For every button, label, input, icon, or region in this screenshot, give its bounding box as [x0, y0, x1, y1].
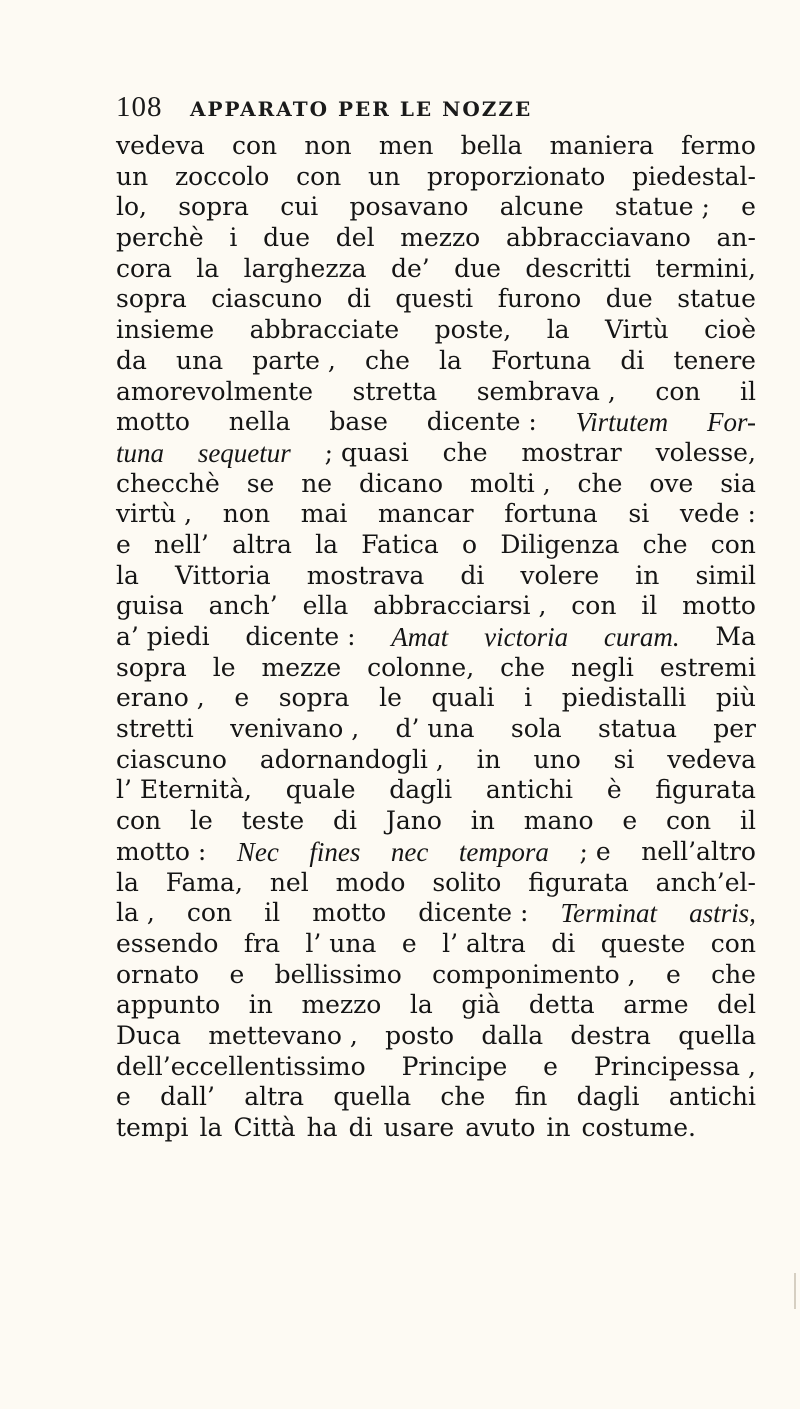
word: il — [264, 898, 281, 928]
word: sopra — [278, 683, 350, 713]
word: cui — [280, 192, 319, 222]
word: ; quasi — [324, 437, 409, 467]
word: abbracciate — [249, 315, 400, 345]
word: con — [296, 161, 342, 191]
word: questi — [395, 284, 474, 314]
word: cora — [116, 253, 172, 283]
text-line — [116, 714, 756, 745]
word: lo, — [116, 192, 147, 222]
word: motto — [116, 407, 190, 437]
word: la — [315, 529, 339, 559]
text-line — [116, 346, 756, 377]
word: zoccolo — [174, 161, 270, 191]
word: fra — [243, 928, 280, 958]
word: due — [263, 223, 311, 253]
word: statue — [677, 284, 756, 314]
word: il — [739, 806, 756, 836]
word: mostrava — [306, 560, 425, 590]
word: l’ altra — [442, 928, 526, 958]
word: un — [116, 161, 149, 191]
word: ; e — [579, 836, 611, 866]
word: Città — [233, 1113, 296, 1142]
word: molti , — [469, 468, 551, 498]
word: le — [190, 806, 213, 836]
word: quella — [678, 1020, 756, 1050]
word: checchè — [116, 468, 220, 498]
word: altra — [232, 529, 292, 559]
word: volesse, — [655, 437, 756, 467]
word: l’ una — [305, 928, 377, 958]
text-line — [116, 1052, 756, 1083]
word: antichi — [485, 775, 574, 805]
word: arme — [623, 990, 689, 1020]
word: guisa — [116, 591, 184, 621]
text-line — [116, 377, 756, 408]
word: e — [543, 1051, 558, 1081]
word: dalla — [481, 1020, 544, 1050]
page-header — [116, 91, 756, 131]
word: a’ piedi — [116, 622, 210, 651]
word: le — [212, 652, 236, 682]
word: bella — [460, 131, 523, 160]
word: la , — [116, 898, 155, 928]
word: ove — [649, 468, 694, 498]
word: nell’ — [154, 529, 209, 559]
word: Vittoria — [175, 560, 271, 590]
word: di — [551, 928, 576, 958]
word: statue ; — [614, 192, 710, 222]
word: Diligenza — [500, 529, 620, 559]
word: maniera — [549, 131, 654, 160]
word: estremi — [659, 652, 756, 682]
italic-word: tempora — [458, 836, 549, 867]
word: d’ una — [395, 714, 475, 744]
word: per — [713, 714, 756, 744]
word: alcune — [499, 192, 584, 222]
italic-word: Virtutem — [575, 407, 669, 438]
word: Duca — [116, 1020, 182, 1050]
text-line — [116, 653, 756, 684]
word: mostrar — [521, 437, 622, 467]
word: non — [304, 131, 352, 160]
word: adornandogli , — [259, 744, 444, 774]
word: mano — [523, 806, 594, 836]
text-line — [116, 131, 756, 162]
word: le — [379, 683, 402, 713]
word: uno — [533, 744, 581, 774]
word: solito — [432, 867, 502, 897]
word: Fama, — [165, 867, 243, 897]
text-line — [116, 499, 756, 530]
word: piedistalli — [561, 683, 687, 713]
text-line — [116, 591, 756, 622]
word: e — [741, 192, 756, 222]
text-line — [116, 223, 756, 254]
word: che — [711, 959, 756, 989]
word: nella — [228, 407, 291, 437]
word: volere — [520, 560, 600, 590]
text-line — [116, 683, 756, 714]
word: vedeva — [667, 744, 756, 774]
text-line — [116, 929, 756, 960]
word: figurata — [528, 867, 629, 897]
word: e — [665, 959, 681, 989]
word: la — [116, 867, 139, 897]
word: Fatica — [361, 529, 439, 559]
word: Fortuna — [491, 345, 592, 375]
word: dicente : — [426, 407, 537, 437]
word: Principe — [401, 1051, 508, 1081]
word: insieme — [116, 315, 215, 345]
word: figurata — [655, 775, 756, 805]
word: fin — [514, 1082, 548, 1112]
word: ne — [301, 468, 333, 498]
margin-mark — [794, 1273, 796, 1309]
word: stretti — [116, 714, 194, 744]
word: simil — [695, 560, 756, 590]
text-line — [116, 806, 756, 837]
word: in — [476, 744, 501, 774]
text-line — [116, 407, 756, 438]
word: sia — [720, 468, 756, 498]
word: modo — [335, 867, 406, 897]
word: del — [335, 223, 375, 253]
word: la — [439, 345, 462, 375]
word: la — [116, 560, 139, 590]
word: vedeva — [116, 131, 205, 160]
italic-word: victoria — [484, 622, 569, 652]
word: bellissimo — [274, 959, 402, 989]
text-line — [116, 868, 756, 899]
word: e — [116, 529, 131, 559]
word: usare — [383, 1113, 455, 1142]
word: parte , — [252, 345, 336, 375]
word: si — [628, 499, 650, 529]
word: quali — [431, 683, 495, 713]
word: componimento , — [432, 959, 636, 989]
word: sola — [510, 714, 562, 744]
word: e — [401, 928, 417, 958]
word: cioè — [704, 315, 756, 345]
word: virtù , — [116, 499, 193, 529]
word: termini, — [655, 253, 756, 283]
word: amorevolmente — [116, 376, 314, 406]
word: sopra — [116, 652, 187, 682]
word: nel — [269, 867, 309, 897]
word: altra — [244, 1082, 305, 1112]
word: venivano , — [230, 714, 360, 744]
word: dicente : — [418, 898, 529, 928]
word: di — [460, 560, 485, 590]
word: mezzo — [400, 223, 481, 253]
word: dicano — [359, 468, 444, 498]
italic-word: fines — [309, 836, 361, 867]
word: abbracciarsi , — [373, 591, 547, 621]
word: posto — [385, 1020, 455, 1050]
word: fortuna — [504, 499, 598, 529]
word: due — [605, 284, 653, 314]
word: appunto — [116, 990, 221, 1020]
word: più — [715, 683, 756, 713]
word: queste — [600, 928, 686, 958]
word: stretta — [352, 376, 438, 406]
word: vede : — [679, 499, 756, 529]
word: posavano — [349, 192, 469, 222]
text-line — [116, 162, 756, 193]
text-line — [116, 622, 756, 653]
word: dell’eccellentissimo — [116, 1051, 366, 1081]
word: larghezza — [243, 253, 367, 283]
text-line — [116, 837, 756, 868]
italic-word: sequetur — [197, 437, 291, 468]
word: avuto — [465, 1113, 536, 1142]
word: da — [116, 345, 147, 375]
word: un — [368, 161, 401, 191]
word: abbracciavano — [505, 223, 691, 253]
word: di — [346, 284, 371, 314]
word: base — [329, 407, 388, 437]
word: e — [622, 806, 638, 836]
word: Principessa , — [593, 1051, 756, 1081]
word: di — [333, 806, 357, 836]
word: perchè — [116, 223, 204, 253]
word: dagli — [389, 775, 453, 805]
text-line — [116, 561, 756, 592]
word: la — [409, 990, 433, 1020]
text-line — [116, 960, 756, 991]
word: che — [442, 437, 488, 467]
word: quale — [285, 775, 356, 805]
word: Jano — [385, 806, 442, 836]
word: tenere — [673, 345, 756, 375]
word: sopra — [178, 192, 249, 222]
text-line — [116, 898, 756, 929]
italic-word: Nec — [236, 836, 279, 867]
word: il — [641, 591, 658, 621]
word: ciascuno — [116, 744, 227, 774]
word: essendo — [116, 928, 219, 958]
word: che — [440, 1082, 486, 1112]
text-line — [116, 254, 756, 285]
word: una — [176, 345, 224, 375]
word: non — [222, 499, 271, 529]
word: e — [229, 959, 245, 989]
word: piedestal- — [632, 161, 756, 191]
word: ornato — [116, 959, 200, 989]
text-line — [116, 1082, 756, 1113]
text-line — [116, 745, 756, 776]
word: del — [717, 990, 756, 1020]
word: di — [348, 1113, 373, 1142]
word: fermo — [681, 131, 756, 160]
word: motto — [682, 591, 756, 621]
word: dall’ — [160, 1082, 215, 1112]
word: mettevano , — [208, 1020, 358, 1050]
word: è — [606, 775, 622, 805]
word: negli — [570, 652, 634, 682]
word: anch’el- — [655, 867, 756, 897]
text-line — [116, 1113, 756, 1144]
word: an- — [716, 223, 756, 253]
word: con — [665, 806, 712, 836]
word: il — [740, 376, 756, 406]
word: colonne, — [367, 652, 475, 682]
word: ha — [306, 1113, 338, 1142]
word: mezzo — [301, 990, 382, 1020]
word: che — [642, 529, 688, 559]
word: mezze — [261, 652, 342, 682]
word: che — [577, 468, 623, 498]
word: detta — [528, 990, 595, 1020]
word: statua — [598, 714, 677, 744]
text-line — [116, 990, 756, 1021]
page-number: 108 — [116, 91, 163, 123]
word: l’ Eternità, — [116, 775, 252, 805]
text-line — [116, 530, 756, 561]
word: Virtù — [605, 315, 669, 345]
word: mancar — [378, 499, 474, 529]
word: con — [571, 591, 617, 621]
word: e — [116, 1082, 131, 1112]
word: che — [365, 345, 410, 375]
word: poste, — [434, 315, 512, 345]
word: ella — [302, 591, 349, 621]
word: si — [613, 744, 635, 774]
word: de’ — [390, 253, 430, 283]
word: dicente : — [245, 622, 356, 651]
italic-word: For- — [706, 407, 756, 438]
word: men — [378, 131, 434, 160]
word: motto — [312, 898, 387, 928]
italic-word: astris, — [689, 898, 756, 929]
italic-word: Amat — [391, 622, 449, 652]
word: e — [234, 683, 250, 713]
word: la — [546, 315, 570, 345]
word: in — [248, 990, 273, 1020]
word: mai — [300, 499, 348, 529]
text-line — [116, 315, 756, 346]
italic-word: tuna — [116, 437, 165, 468]
word: in — [635, 560, 660, 590]
word: che — [500, 652, 546, 682]
word: già — [461, 990, 501, 1020]
word: tempi — [116, 1113, 189, 1142]
word: erano , — [116, 683, 205, 713]
word: antichi — [668, 1082, 756, 1112]
italic-word: Terminat — [560, 898, 658, 929]
text-line — [116, 469, 756, 500]
word: destra — [570, 1020, 651, 1050]
word: con — [655, 376, 701, 406]
word: con — [186, 898, 233, 928]
word: dagli — [576, 1082, 640, 1112]
text-line — [116, 775, 756, 806]
word: se — [246, 468, 275, 498]
text-line — [116, 438, 756, 469]
body-text — [116, 131, 756, 1144]
word: descritti — [525, 253, 632, 283]
text-line — [116, 284, 756, 315]
word: ciascuno — [211, 284, 323, 314]
word: in — [546, 1113, 571, 1142]
italic-word: nec — [390, 836, 429, 867]
word: costume. — [581, 1113, 697, 1142]
word: con — [231, 131, 278, 160]
word: in — [470, 806, 495, 836]
word: di — [620, 345, 645, 375]
word: i — [524, 683, 533, 713]
word: nell’altro — [641, 836, 756, 866]
word: sopra — [116, 284, 187, 314]
word: la — [196, 253, 220, 283]
word: anch’ — [208, 591, 278, 621]
text-line — [116, 1021, 756, 1052]
word: due — [454, 253, 501, 283]
word: Ma — [715, 622, 756, 651]
text-line — [116, 192, 756, 223]
word: i — [229, 223, 238, 253]
italic-word: curam. — [603, 622, 680, 652]
word: o — [462, 529, 478, 559]
word: con — [116, 806, 162, 836]
word: sembrava , — [476, 376, 616, 406]
word: teste — [241, 806, 305, 836]
word: con — [710, 928, 756, 958]
word: con — [710, 529, 756, 559]
running-head: APPARATO PER LE NOZZE — [190, 97, 533, 121]
word: quella — [333, 1082, 412, 1112]
word: proporzionato — [427, 161, 606, 191]
word: motto : — [116, 836, 207, 866]
word: furono — [497, 284, 582, 314]
word: la — [199, 1113, 223, 1142]
